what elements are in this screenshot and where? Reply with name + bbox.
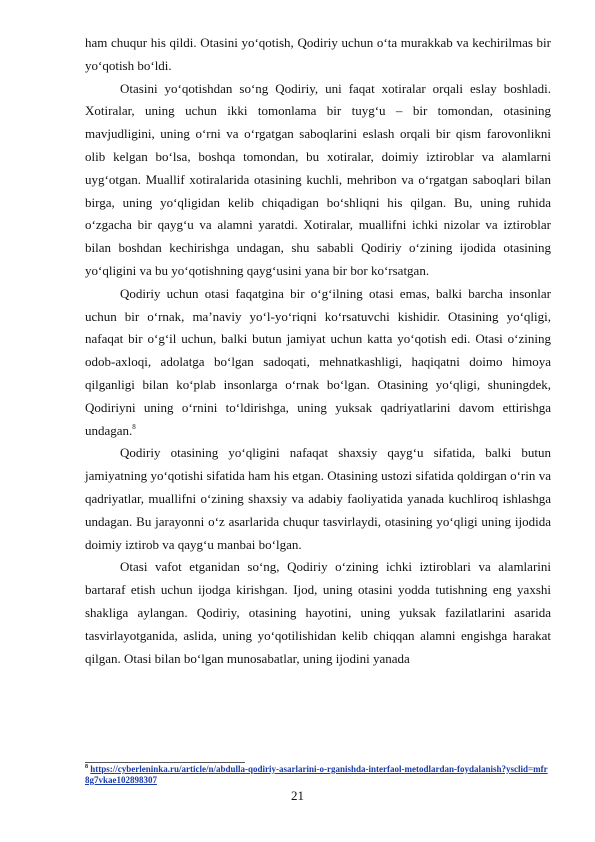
paragraph: Otasini yo‘qotishdan so‘ng Qodiriy, uni faqat xotiralar orqali eslay boshladi. Xotiralar, uning uchun ikki tomonlama bir tuyg‘u – bir tomondan, otasining mavjudligini, uning o‘rni va o‘rgatgan saboqlarini eslash orqali bir qism farovonlikni olib kelgan bo‘lsa, boshqa tomondan, bu xotiralar, doimiy iztiroblar va alamlarni uyg‘otgan. Muallif xotiralarida otasining kuchli, mehribon va o‘rgatgan saboqlari bilan birga, uning yo‘qligidan kelib chiqadigan bo‘shliqni his qilgan. Bu, uning ruhida o‘zgacha bir qayg‘u va alamni yaratdi. Xotiralar, muallifni ichki nizolar va iztiroblar bilan boshdan kechirishga undagan, shu sababli Qodiriy o‘zining ijodida otasining yo‘qligini va bu yo‘qotishning qayg‘usini yana bir bor ko‘rsatgan. (85, 80, 551, 278)
page-number: 21 (291, 788, 304, 803)
paragraph-with-footnote (85, 283, 551, 443)
footnote-divider (85, 762, 245, 763)
footnote (85, 764, 551, 786)
paragraph-continuation: ham chuqur his qildi. Otasini yo‘qotish, Qodiriy uchun o‘ta murakkab va kechirilmas bir yo‘qotish bo‘ldi. (85, 35, 551, 73)
paragraph: Otasi vafot etganidan so‘ng, Qodiriy o‘zining ichki iztiroblari va alamlarini bartaraf etish uchun ijodga kirishgan. Ijod, uning otasini yodda tutishning eng yaxshi shakliga aylangan. Qodiriy, otasining hayotini, uning yuksak fazilatlarini asarida tasvirlayotganida, aslida, uning yo‘qotilishidan kelib chiqqan alamni engishga harakat qilgan. Otasi bilan bo‘lgan munosabatlar, uning ijodini yanada (85, 559, 551, 666)
body-text (85, 32, 551, 670)
paragraph: Qodiriy otasining yo‘qligini nafaqat shaxsiy qayg‘u sifatida, balki butun jamiyatning yo‘qotishi sifatida ham his etgan. Otasining ustozi sifatida qoldirgan o‘rin va qadriyatlar, muallifni o‘zining shaxsiy va adabiy faoliyatida yanada kuchliroq ishlashga undagan. Bu jarayonni o‘z asarlarida chuqur tasvirlaydi, otasining yo‘qligi uning ijodida doimiy iztirob va qayg‘u manbai bo‘lgan. (85, 445, 551, 552)
footnote-marker: 8 (85, 764, 88, 770)
paragraph-text: Qodiriy uchun otasi faqatgina bir o‘g‘ilning otasi emas, balki barcha insonlar uchun bir o‘rnak, ma’naviy yo‘l-yo‘riqni ko‘rsatuvchi kishidir. Otasining yo‘qligi, nafaqat bir o‘g‘il uchun, balki butun jamiyat uchun katta yo‘qotish edi. Otasi o‘zining odob-axloqi, adolatga bo‘lgan sadoqati, mehnatkashligi, haqiqatni doimo himoya qilganligi bilan ko‘plab insonlarga o‘rnak bo‘lgan. Otasining yo‘qligi, shuningdek, Qodiriyni uning o‘rnini to‘ldirishga, uning yuksak qadriyatlarini davom ettirishga undagan. (85, 285, 551, 438)
footnote-reference[interactable]: 8 (132, 422, 136, 431)
footnote-link[interactable]: https://cyberleninka.ru/article/n/abdulla-qodiriy-asarlarini-o-rganishda-interfaol-metodlardan-foydalanish?ysclid=mfr8g7vkae102898307 (85, 764, 548, 785)
